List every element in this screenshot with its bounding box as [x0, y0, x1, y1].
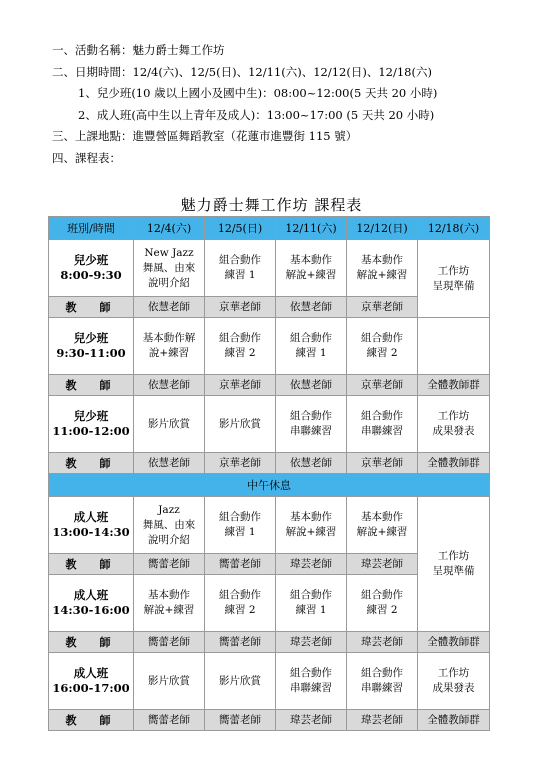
teacher-cell: 嚮蕾老師 [205, 632, 276, 653]
intro-section [52, 40, 532, 169]
teacher-cell: 依慧老師 [276, 453, 347, 474]
teacher-cell: 依慧老師 [134, 297, 205, 318]
teacher-label: 教 師 [49, 297, 134, 318]
table-row [49, 318, 490, 375]
teacher-cell: 全體教師群 [418, 710, 490, 731]
class-time-cell: 成人班 14:30-16:00 [49, 575, 134, 632]
header-cell: 12/4(六) [134, 217, 205, 240]
activity-name-line: 一、活動名稱：魅力爵士舞工作坊 [52, 43, 225, 57]
teacher-cell: 瑋芸老師 [276, 710, 347, 731]
course-cell: 組合動作 練習 2 [205, 318, 276, 375]
course-cell: 組合動作 串聯練習 [276, 653, 347, 710]
date-line: 二、日期時間：12/4(六)、12/5(日)、12/11(六)、12/12(日)、12/18(六) [52, 64, 432, 79]
course-cell: 影片欣賞 [134, 653, 205, 710]
course-cell: 工作坊 成果發表 [418, 653, 490, 710]
header-cell: 班別/時間 [49, 217, 134, 240]
teacher-cell: 京華老師 [205, 453, 276, 474]
teacher-cell: 瑋芸老師 [347, 554, 418, 575]
location-line: 三、上課地點：進豐營區舞蹈教室（花蓮市進豐街 115 號） [52, 129, 358, 143]
course-cell: 基本動作 解說+練習 [134, 575, 205, 632]
teacher-cell: 京華老師 [205, 375, 276, 396]
teacher-cell: 嚮蕾老師 [205, 710, 276, 731]
teacher-cell: 全體教師群 [418, 375, 490, 396]
teacher-cell: 全體教師群 [418, 632, 490, 653]
teacher-cell: 京華老師 [347, 375, 418, 396]
teacher-label: 教 師 [49, 453, 134, 474]
header-cell: 12/11(六) [276, 217, 347, 240]
course-cell: 組合動作 練習 1 [276, 318, 347, 375]
teacher-cell: 依慧老師 [276, 297, 347, 318]
teacher-label: 教 師 [49, 710, 134, 731]
course-cell: 組合動作 練習 2 [347, 318, 418, 375]
teacher-row [49, 453, 490, 474]
course-cell: New Jazz 舞風、由來 說明介紹 [134, 240, 205, 297]
course-cell: 組合動作 練習 1 [205, 240, 276, 297]
teacher-cell: 依慧老師 [276, 375, 347, 396]
teacher-cell: 京華老師 [347, 453, 418, 474]
course-cell: 組合動作 串聯練習 [347, 653, 418, 710]
course-cell: 基本動作 解說+練習 [276, 240, 347, 297]
course-cell: 組合動作 串聯練習 [276, 396, 347, 453]
teacher-cell: 嚮蕾老師 [134, 632, 205, 653]
teacher-cell: 依慧老師 [134, 375, 205, 396]
teacher-cell: 京華老師 [205, 297, 276, 318]
teacher-cell: 瑋芸老師 [347, 710, 418, 731]
lunch-cell: 中午休息 [49, 474, 490, 497]
teacher-cell: 瑋芸老師 [276, 554, 347, 575]
header-cell: 12/12(日) [347, 217, 418, 240]
workshop-prep-cell: 工作坊 呈現準備 [418, 497, 490, 632]
class-time-cell: 兒少班 11:00-12:00 [49, 396, 134, 453]
table-row [49, 396, 490, 453]
teacher-row [49, 632, 490, 653]
youth-class-line: 1、兒少班(10 歲以上國小及國中生)：08:00~12:00(5 天共 20 小時) [78, 86, 438, 100]
table-header-row [49, 217, 490, 240]
course-cell: 組合動作 練習 1 [276, 575, 347, 632]
teacher-cell: 嚮蕾老師 [134, 554, 205, 575]
course-cell: 組合動作 練習 2 [205, 575, 276, 632]
course-cell: 基本動作解 說+練習 [134, 318, 205, 375]
empty-cell [418, 318, 490, 375]
class-time-cell: 成人班 16:00-17:00 [49, 653, 134, 710]
course-cell: 基本動作 解說+練習 [276, 497, 347, 554]
class-time-cell: 兒少班 8:00-9:30 [49, 240, 134, 297]
header-cell: 12/5(日) [205, 217, 276, 240]
table-row [49, 240, 490, 297]
schedule-table [48, 216, 490, 731]
teacher-cell: 瑋芸老師 [347, 632, 418, 653]
teacher-row [49, 710, 490, 731]
table-row [49, 653, 490, 710]
table-row [49, 497, 490, 554]
table-title: 魅力爵士舞工作坊 課程表 [180, 196, 363, 214]
header-cell: 12/18(六) [418, 217, 490, 240]
class-time-cell: 兒少班 9:30-11:00 [49, 318, 134, 375]
course-cell: Jazz 舞風、由來 說明介紹 [134, 497, 205, 554]
course-cell: 組合動作 串聯練習 [347, 396, 418, 453]
teacher-row [49, 375, 490, 396]
workshop-prep-cell: 工作坊 呈現準備 [418, 240, 490, 318]
teacher-cell: 依慧老師 [134, 453, 205, 474]
teacher-label: 教 師 [49, 554, 134, 575]
teacher-label: 教 師 [49, 632, 134, 653]
schedule-label-line: 四、課程表： [52, 150, 121, 165]
course-cell: 基本動作 解說+練習 [347, 240, 418, 297]
course-cell: 組合動作 練習 1 [205, 497, 276, 554]
teacher-label: 教 師 [49, 375, 134, 396]
teacher-cell: 嚮蕾老師 [205, 554, 276, 575]
teacher-cell: 嚮蕾老師 [134, 710, 205, 731]
course-cell: 組合動作 練習 2 [347, 575, 418, 632]
lunch-row [49, 474, 490, 497]
class-time-cell: 成人班 13:00-14:30 [49, 497, 134, 554]
course-cell: 基本動作 解說+練習 [347, 497, 418, 554]
adult-class-line: 2、成人班(高中生以上青年及成人)：13:00~17:00 (5 天共 20 小時) [78, 107, 435, 122]
course-cell: 影片欣賞 [134, 396, 205, 453]
teacher-cell: 瑋芸老師 [276, 632, 347, 653]
course-cell: 工作坊 成果發表 [418, 396, 490, 453]
teacher-cell: 全體教師群 [418, 453, 490, 474]
course-cell: 影片欣賞 [205, 396, 276, 453]
course-cell: 影片欣賞 [205, 653, 276, 710]
teacher-cell: 京華老師 [347, 297, 418, 318]
